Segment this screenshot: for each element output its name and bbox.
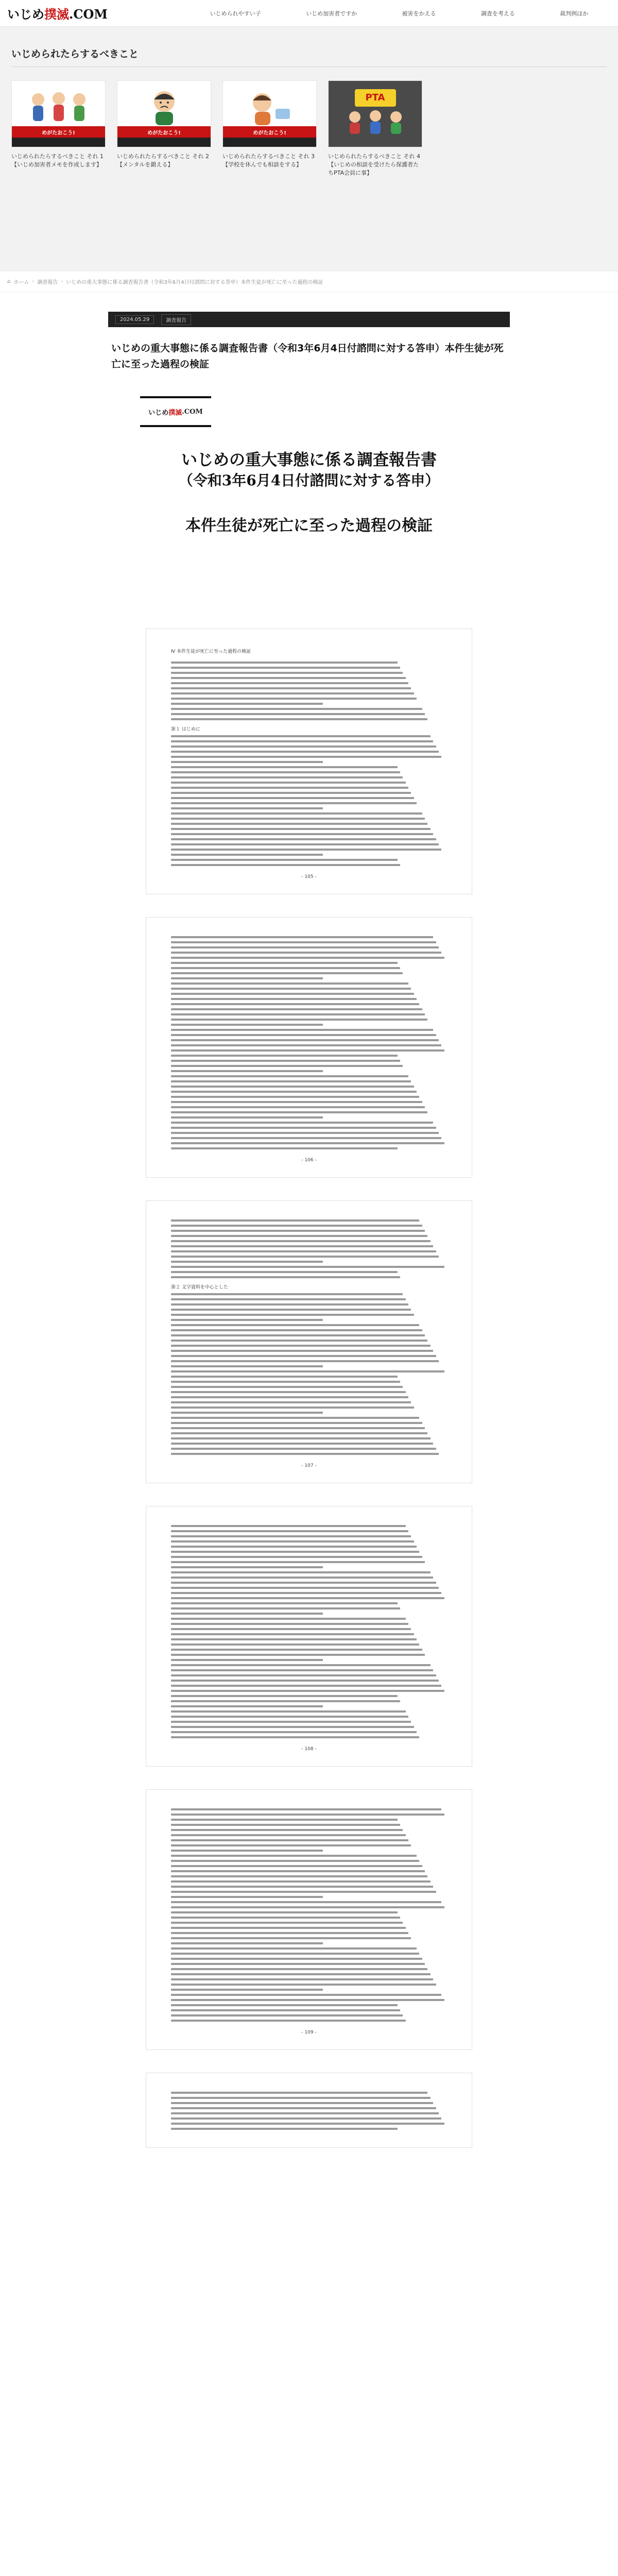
- card-text: いじめられたらするべきこと それ 2【メンタルを鍛える】: [117, 153, 209, 168]
- scan-text-line: [171, 982, 408, 985]
- scan-text-line: [171, 1365, 323, 1367]
- scan-text-line: [171, 687, 411, 689]
- scan-text-line: [171, 1044, 441, 1046]
- scan-text-line: [171, 1230, 425, 1232]
- scan-text-line: [171, 1927, 406, 1929]
- article-category[interactable]: 調査報告: [161, 314, 191, 325]
- scan-text-line: [171, 2092, 427, 2094]
- scan-text-line: [171, 1824, 400, 1826]
- scan-text-line: [171, 993, 414, 995]
- scan-text-line: [171, 1137, 441, 1139]
- scan-text-line: [171, 1978, 433, 1980]
- scan-text-line: [171, 1329, 422, 1331]
- scan-text-line: [171, 1298, 406, 1300]
- scan-text-line: [171, 1906, 444, 1908]
- promo-card-3[interactable]: [222, 80, 317, 177]
- scan-page-number: - 106 -: [301, 1158, 317, 1163]
- scan-text-line: [171, 1638, 417, 1640]
- scan-text-line: [171, 957, 444, 959]
- breadcrumb: [0, 272, 618, 292]
- scan-text-line: [171, 1091, 417, 1093]
- scan-text-line: [171, 1850, 323, 1852]
- site-logo[interactable]: いじめ撲滅.COM: [7, 7, 108, 22]
- scan-text-line: [171, 692, 414, 694]
- breadcrumb-separator: ›: [61, 279, 63, 284]
- scan-page-number: - 107 -: [301, 1463, 317, 1468]
- article-title: いじめの重大事態に係る調査報告書（令和3年6月4日付諮問に対する答申）本件生徒が死亡に至った過程の検証: [111, 343, 504, 370]
- scan-text-line: [171, 1008, 422, 1010]
- scan-text-line: [171, 1111, 427, 1113]
- scan-text-line: [171, 1855, 417, 1857]
- scan-text-line: [171, 1710, 406, 1713]
- scan-subheading: 第２ 文字資料を中心とした: [171, 1285, 228, 1290]
- scan-text-line: [171, 751, 439, 753]
- home-icon[interactable]: ⌂: [7, 279, 11, 284]
- scan-text-line: [171, 1266, 444, 1268]
- scan-text-line: [171, 1013, 425, 1015]
- scan-text-line: [171, 1546, 417, 1548]
- scan-text-line: [171, 812, 422, 815]
- scan-text-line: [171, 1875, 427, 1877]
- nav-item-1[interactable]: いじめられやすい子: [210, 10, 261, 17]
- scan-text-line: [171, 1829, 403, 1831]
- promo-card-4[interactable]: [328, 80, 422, 177]
- scan-text-line: [171, 1132, 439, 1134]
- promo-title: いじめられたらするべきこと: [11, 46, 607, 67]
- scan-text-line: [171, 771, 400, 773]
- scan-text-line: [171, 1019, 427, 1021]
- scan-text-block: [171, 1525, 447, 1738]
- scan-text-line: [171, 1060, 400, 1062]
- scan-text-line: [171, 1659, 323, 1661]
- card-thumbnail: [222, 80, 317, 147]
- scan-text-line: [171, 1834, 406, 1836]
- scan-text-line: [171, 1556, 422, 1558]
- scan-text-line: [171, 1819, 398, 1821]
- scan-text-line: [171, 843, 439, 845]
- scan-text-line: [171, 1324, 419, 1326]
- nav-item-2[interactable]: いじめ加害者ですか: [306, 10, 357, 17]
- scan-text-line: [171, 1401, 411, 1403]
- scan-text-line: [171, 1116, 323, 1118]
- scan-text-line: [171, 1276, 400, 1278]
- scan-text-line: [171, 745, 436, 748]
- scan-text-line: [171, 1942, 323, 1944]
- card-text: いじめられたらするべきこと それ 1【いじめ加害者メモを作成します】: [11, 153, 104, 168]
- card-banner-strip: [117, 138, 211, 147]
- scan-text-line: [171, 941, 436, 943]
- scan-text-line: [171, 1587, 439, 1589]
- scan-text-line: [171, 1437, 431, 1439]
- scan-text-line: [171, 792, 411, 794]
- scan-text-line: [171, 1844, 411, 1846]
- scan-text-line: [171, 1314, 414, 1316]
- breadcrumb-separator: ›: [32, 279, 35, 284]
- scan-text-line: [171, 1250, 436, 1252]
- sad-child-icon: [141, 88, 187, 125]
- scan-text-line: [171, 740, 433, 742]
- top-header: [0, 0, 618, 27]
- scan-text-line: [171, 1024, 323, 1026]
- scan-text-line: [171, 1309, 411, 1311]
- nav-item-3[interactable]: 被害をかえる: [402, 10, 436, 17]
- scan-text-line: [171, 1695, 398, 1697]
- scan-text-line: [171, 1953, 419, 1955]
- scan-text-line: [171, 1561, 425, 1563]
- scan-text-line: [171, 1633, 414, 1635]
- scan-text-line: [171, 1674, 436, 1676]
- scan-text-line: [171, 2107, 436, 2109]
- card-thumbnail: [11, 80, 106, 147]
- scan-text-line: [171, 1705, 323, 1707]
- promo-card-2[interactable]: [117, 80, 211, 177]
- scan-text-line: [171, 1649, 422, 1651]
- scan-text-line: [171, 1680, 439, 1682]
- scan-text-line: [171, 1427, 425, 1429]
- scan-text-line: [171, 1602, 398, 1604]
- scan-text-line: [171, 667, 400, 669]
- scan-text-line: [171, 1654, 425, 1656]
- card-text: いじめられたらするべきこと それ 3【学校を休んでも相談をする】: [222, 153, 315, 168]
- scan-text-line: [171, 1334, 425, 1336]
- scan-text-line: [171, 2102, 433, 2104]
- scan-page-number: - 109 -: [301, 2030, 317, 2035]
- scan-text-line: [171, 854, 323, 856]
- scan-text-line: [171, 1618, 406, 1620]
- scan-text-line: [171, 807, 323, 809]
- scan-text-line: [171, 1055, 398, 1057]
- scan-text-line: [171, 1406, 414, 1409]
- scan-text-block: [171, 936, 447, 1149]
- scan-text-line: [171, 1716, 408, 1718]
- scan-text-line: [171, 1412, 323, 1414]
- scan-text-line: [171, 797, 414, 799]
- pta-label: PTA: [365, 92, 385, 103]
- scan-text-line: [171, 1731, 417, 1733]
- scan-text-line: [171, 972, 403, 974]
- scan-text-line: [171, 1628, 411, 1630]
- scan-text-line: [171, 1721, 411, 1723]
- scan-text-line: [171, 1303, 408, 1306]
- scan-page-number: - 108 -: [301, 1747, 317, 1752]
- scan-text-line: [171, 1994, 441, 1996]
- scan-text-line: [171, 1350, 433, 1352]
- scan-text-line: [171, 1901, 441, 1903]
- scan-text-line: [171, 1592, 441, 1594]
- scan-text-line: [171, 1453, 439, 1455]
- scan-text-line: [171, 1101, 422, 1103]
- scan-text-line: [171, 1003, 419, 1005]
- scan-text-line: [171, 703, 323, 705]
- scan-text-line: [171, 1613, 323, 1615]
- scan-text-line: [171, 718, 427, 720]
- scan-text-line: [171, 1958, 422, 1960]
- hero-title-line1: いじめの重大事態に係る調査報告書: [181, 451, 437, 469]
- scan-text-line: [171, 1551, 419, 1553]
- scan-text-line: [171, 1345, 431, 1347]
- card-banner: めがたおこう!: [223, 126, 316, 138]
- children-group-icon: [25, 88, 92, 124]
- scan-text-line: [171, 1422, 422, 1424]
- scan-text-line: [171, 1386, 403, 1388]
- card-thumbnail: [328, 80, 422, 147]
- scan-text-line: [171, 1973, 431, 1975]
- scan-text-line: [171, 1911, 398, 1913]
- scan-text-line: [171, 1319, 323, 1321]
- scan-text-line: [171, 713, 425, 715]
- card-banner-strip: [12, 138, 105, 147]
- scan-text-line: [171, 1582, 436, 1584]
- scan-text-line: [171, 1808, 441, 1810]
- scan-text-block: [171, 1808, 447, 2022]
- scan-text-line: [171, 1122, 433, 1124]
- scan-text-line: [171, 662, 398, 664]
- scan-text-line: [171, 1355, 436, 1357]
- scan-text-line: [171, 1086, 414, 1088]
- scan-text-line: [171, 818, 425, 820]
- scan-text-line: [171, 1984, 436, 1986]
- scan-text-line: [171, 1690, 444, 1692]
- scan-text-line: [171, 1989, 323, 1991]
- scan-text-line: [171, 1080, 411, 1082]
- card-banner-strip: [223, 138, 316, 147]
- scanned-page: [146, 918, 472, 1177]
- scan-text-line: [171, 2128, 398, 2130]
- scan-text-line: [171, 1963, 425, 1965]
- scan-text-line: [171, 1880, 431, 1883]
- scan-text-line: [171, 1432, 427, 1434]
- scan-text-line: [171, 1049, 444, 1052]
- scan-text-line: [171, 828, 431, 830]
- scan-text-line: [171, 677, 406, 679]
- scan-text-line: [171, 1293, 403, 1295]
- scan-text-line: [171, 1147, 398, 1149]
- scan-heading: Ⅳ 本件生徒が死亡に至った過程の検証: [171, 649, 251, 654]
- scanned-page: [146, 629, 472, 894]
- scan-text-line: [171, 1039, 439, 1041]
- scan-text-line: [171, 735, 431, 737]
- scan-text-line: [171, 977, 323, 979]
- scan-text-line: [171, 1932, 408, 1934]
- promo-section: [0, 27, 618, 272]
- promo-cards: [11, 80, 607, 177]
- scan-text-line: [171, 1245, 433, 1247]
- scan-text-line: [171, 823, 427, 825]
- card-text: いじめられたらするべきこと それ 4【いじめの相談を受けたら保護者たちPTA会員に事】: [328, 153, 420, 176]
- scan-text-line: [171, 864, 400, 866]
- scan-text-line: [171, 698, 417, 700]
- resting-child-icon: [242, 88, 298, 125]
- hero-title-line2: （令和3年6月4日付諮問に対する答申）: [178, 472, 440, 489]
- scan-text-line: [171, 988, 411, 990]
- scan-text-line: [171, 1240, 431, 1242]
- card-thumbnail: [117, 80, 211, 147]
- scan-text-line: [171, 1700, 400, 1702]
- scanned-page: [146, 1506, 472, 1766]
- breadcrumb-current: いじめの重大事態に係る調査報告書（令和3年6月4日付諮問に対する答申）本件生徒が死亡に至った過程の検証: [66, 280, 323, 285]
- scan-text-line: [171, 1271, 398, 1273]
- scan-text-line: [171, 1070, 323, 1072]
- scan-text-line: [171, 1535, 411, 1537]
- scan-text-line: [171, 1886, 433, 1888]
- scan-text-line: [171, 1947, 417, 1950]
- scan-text-line: [171, 1219, 419, 1222]
- scan-text-line: [171, 1896, 323, 1898]
- scan-text-line: [171, 787, 408, 789]
- scan-text-line: [171, 952, 441, 954]
- scanned-page: [146, 2073, 472, 2147]
- article-date: 2024.05.29: [115, 315, 154, 324]
- scan-text-line: [171, 2123, 444, 2125]
- scan-text-line: [171, 1034, 436, 1036]
- scan-text-line: [171, 1340, 427, 1342]
- scan-text-line: [171, 1381, 400, 1383]
- scan-text-block: [171, 1219, 447, 1455]
- scan-text-line: [171, 1736, 419, 1738]
- scan-text-line: [171, 672, 403, 674]
- scan-text-line: [171, 1643, 419, 1646]
- scan-text-line: [171, 1127, 436, 1129]
- scan-text-line: [171, 1999, 444, 2001]
- scan-text-line: [171, 1685, 441, 1687]
- scan-text-line: [171, 1096, 419, 1098]
- scan-text-line: [171, 1937, 411, 1939]
- scan-text-line: [171, 1530, 408, 1532]
- scan-text-line: [171, 1235, 427, 1237]
- scan-text-line: [171, 967, 400, 969]
- scan-text-line: [171, 1726, 414, 1728]
- scan-text-line: [171, 946, 439, 948]
- scan-text-line: [171, 1256, 439, 1258]
- article: [108, 312, 510, 2147]
- hero-image: [129, 391, 489, 551]
- scan-text-line: [171, 2117, 441, 2120]
- hero-title-line3: 本件生徒が死亡に至った過程の検証: [185, 517, 433, 535]
- scan-text-line: [171, 1525, 406, 1527]
- scan-text-line: [171, 1443, 433, 1445]
- scan-text-line: [171, 2112, 439, 2114]
- scan-text-line: [171, 838, 436, 840]
- scan-text-line: [171, 1870, 425, 1872]
- scanned-page: [146, 1201, 472, 1483]
- scan-text-line: [171, 1106, 425, 1108]
- scan-text-line: [171, 1917, 400, 1919]
- scan-text-line: [171, 1376, 398, 1378]
- scan-text-line: [171, 1540, 414, 1543]
- scan-text-line: [171, 2004, 398, 2006]
- scan-text-block: [171, 2092, 447, 2130]
- scan-subheading: 第１ はじめに: [171, 727, 200, 732]
- card-banner: めがたおこう!: [12, 126, 105, 138]
- scan-text-line: [171, 1360, 439, 1362]
- scan-text-line: [171, 1142, 444, 1144]
- scan-text-line: [171, 833, 433, 835]
- hero-logo: いじめ 撲滅 .COM: [140, 396, 211, 427]
- scan-text-line: [171, 1029, 433, 1031]
- scan-text-line: [171, 1396, 408, 1398]
- nav-item-5[interactable]: 裁判例ほか: [560, 10, 589, 17]
- breadcrumb-category[interactable]: 調査報告: [37, 280, 58, 285]
- scan-text-line: [171, 1922, 403, 1924]
- scan-text-line: [171, 1417, 419, 1419]
- scan-text-line: [171, 962, 398, 964]
- card-banner: めがたおこう!: [117, 126, 211, 138]
- scan-text-line: [171, 782, 406, 784]
- scan-text-line: [171, 1075, 408, 1077]
- scan-text-line: [171, 1448, 436, 1450]
- scan-text-line: [171, 1968, 427, 1970]
- scan-text-line: [171, 1571, 431, 1573]
- scan-text-line: [171, 1065, 403, 1067]
- scan-text-line: [171, 1891, 436, 1893]
- scan-text-line: [171, 859, 398, 861]
- article-meta-bar: [108, 312, 510, 327]
- scan-text-line: [171, 776, 403, 778]
- scan-text-line: [171, 2020, 406, 2022]
- scan-text-line: [171, 2097, 431, 2099]
- scan-text-line: [171, 708, 422, 710]
- scan-text-line: [171, 1597, 444, 1599]
- scan-text-line: [171, 1860, 419, 1862]
- nav-item-4[interactable]: 調査を考える: [480, 10, 515, 17]
- scan-text-line: [171, 756, 441, 758]
- scan-page-number: - 105 -: [301, 874, 317, 879]
- breadcrumb-home[interactable]: ホーム: [13, 280, 29, 285]
- scan-text-line: [171, 1607, 400, 1609]
- promo-card-1[interactable]: [11, 80, 106, 177]
- scan-text-line: [171, 1839, 408, 1841]
- scan-text-line: [171, 2014, 403, 2016]
- scan-text-line: [171, 1669, 433, 1671]
- scan-text-line: [171, 766, 398, 768]
- scan-text-block: [171, 662, 447, 866]
- scan-text-line: [171, 2009, 400, 2011]
- scan-text-line: [171, 1623, 408, 1625]
- scan-text-line: [171, 1814, 444, 1816]
- scan-text-line: [171, 1865, 422, 1867]
- scan-text-line: [171, 1225, 422, 1227]
- main-nav: [187, 6, 611, 21]
- scan-text-line: [171, 1664, 431, 1666]
- scan-text-line: [171, 1370, 444, 1372]
- scan-text-line: [171, 1566, 323, 1568]
- scanned-report-pages: [146, 629, 472, 2147]
- scan-text-line: [171, 1391, 406, 1393]
- scan-text-line: [171, 802, 417, 804]
- scan-text-line: [171, 682, 408, 684]
- scan-text-line: [171, 849, 441, 851]
- scan-text-line: [171, 761, 323, 763]
- scan-text-line: [171, 998, 417, 1000]
- scanned-page: [146, 1790, 472, 2049]
- scan-text-line: [171, 936, 433, 938]
- scan-text-line: [171, 1261, 323, 1263]
- scan-text-line: [171, 1577, 433, 1579]
